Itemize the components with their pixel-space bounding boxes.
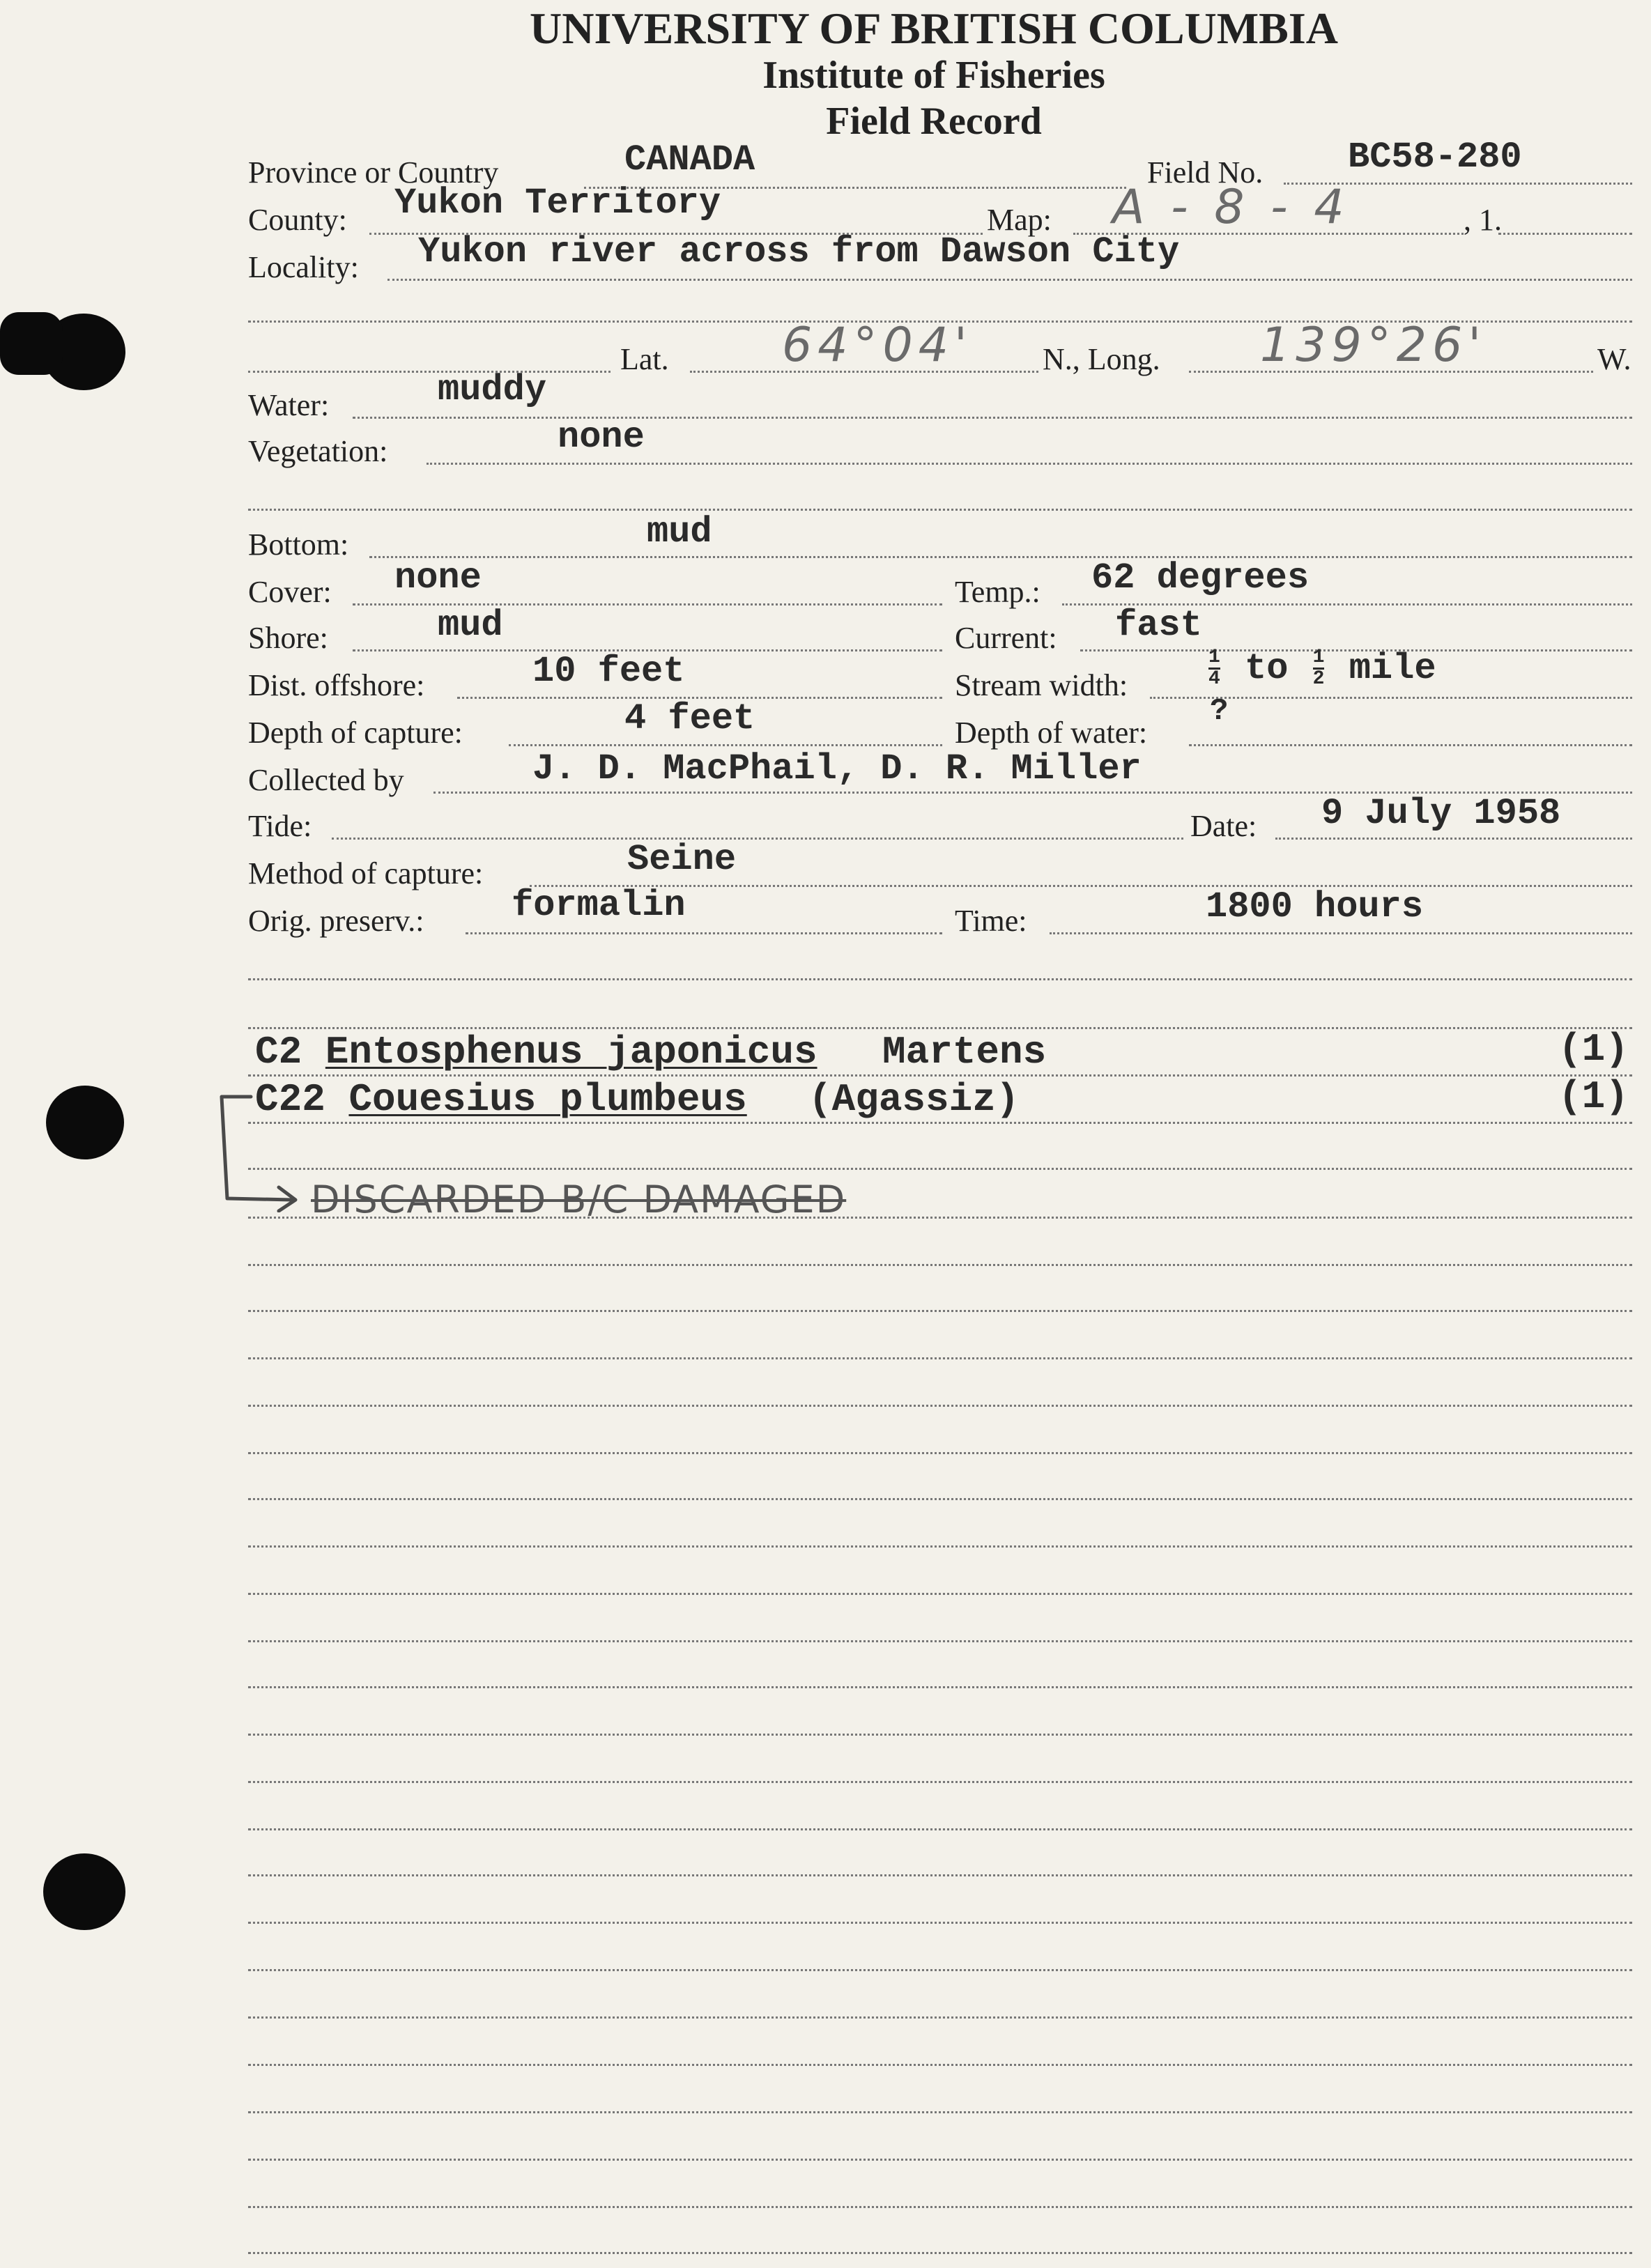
w-label: W. [1597, 342, 1631, 376]
vegetation-label: Vegetation: [248, 434, 388, 468]
ruled-line [248, 1969, 1632, 1971]
time-value: 1800 hours [1206, 886, 1424, 927]
depth-water-line [1189, 744, 1632, 746]
ruled-line [248, 1922, 1632, 1924]
water-line [353, 417, 1632, 419]
species-row-1 [255, 1030, 817, 1074]
dist-offshore-label: Dist. offshore: [248, 668, 425, 702]
province-label: Province or Country [248, 155, 499, 190]
locality-label: Locality: [248, 250, 359, 284]
date-label: Date: [1190, 809, 1257, 843]
depth-water-value: ? [1210, 694, 1229, 729]
long-value: 139°26' [1260, 318, 1487, 373]
binder-hole-bottom [43, 1853, 125, 1930]
blank-line-1 [248, 978, 1632, 980]
species-line-3 [248, 1168, 1632, 1170]
ruled-line [248, 2206, 1632, 2208]
cover-label: Cover: [248, 575, 332, 609]
bottom-line [369, 556, 1632, 558]
cover-value: none [394, 557, 482, 599]
bottom-value: mud [647, 511, 712, 553]
province-value: CANADA [624, 139, 755, 180]
dist-offshore-value: 10 feet [532, 651, 685, 692]
orig-preserv-line [466, 932, 942, 934]
collected-by-value: J. D. MacPhail, D. R. Miller [532, 748, 1142, 789]
ruled-line [248, 1734, 1632, 1736]
ruled-line [248, 1405, 1632, 1407]
vegetation-line [427, 463, 1632, 465]
method-line [530, 885, 1632, 887]
blank-line-2 [248, 1027, 1632, 1029]
record-type-title: Field Record [826, 100, 1042, 143]
ruled-line [248, 1874, 1632, 1876]
orig-preserv-value: formalin [512, 885, 686, 926]
long-label: N., Long. [1043, 342, 1160, 376]
shore-value: mud [438, 605, 503, 646]
locality-value: Yukon river across from Dawson City [418, 231, 1180, 272]
water-value: muddy [438, 369, 547, 410]
collected-by-label: Collected by [248, 763, 404, 797]
ruled-line [248, 1686, 1632, 1688]
tide-label: Tide: [248, 809, 312, 843]
map-suffix: , 1. [1464, 203, 1502, 237]
species-name: Couesius plumbeus [348, 1077, 747, 1122]
institute-title: Institute of Fisheries [762, 54, 1105, 97]
map-label: Map: [987, 203, 1052, 237]
map-value: A - 8 - 4 [1112, 180, 1350, 235]
depth-capture-value: 4 feet [624, 698, 755, 739]
date-value: 9 July 1958 [1321, 793, 1561, 834]
ruled-line [248, 1310, 1632, 1312]
vegetation-value: none [558, 417, 645, 458]
ruled-line [248, 1828, 1632, 1830]
field-no-label: Field No. [1147, 155, 1264, 190]
county-value: Yukon Territory [394, 183, 721, 224]
ruled-line [248, 1452, 1632, 1454]
map-suffix-line [1498, 233, 1632, 235]
ruled-line [248, 1593, 1632, 1595]
ruled-line [248, 1781, 1632, 1783]
depth-capture-label: Depth of capture: [248, 716, 463, 750]
depth-water-label: Depth of water: [955, 716, 1148, 750]
binder-hole-top-tab [0, 312, 63, 375]
ruled-line [248, 2111, 1632, 2113]
county-label: County: [248, 203, 347, 237]
orig-preserv-label: Orig. preserv.: [248, 904, 424, 938]
species-line-2 [248, 1122, 1632, 1124]
species-line-1 [248, 1074, 1632, 1077]
species-line-4 [248, 1217, 1632, 1219]
lat-label: Lat. [620, 342, 669, 376]
stream-width-value: $\frac{1}{4}$ to $\frac{1}{2}$ mile [1208, 647, 1436, 690]
depth-capture-line [509, 744, 942, 746]
species-author-1: Martens [882, 1030, 1047, 1074]
species-count-2: (1) [1558, 1074, 1629, 1119]
ruled-line [248, 2252, 1632, 2254]
bracket-arrow-icon [209, 1087, 307, 1212]
tide-line [332, 838, 1183, 840]
bottom-label: Bottom: [248, 527, 349, 562]
ruled-line [248, 1545, 1632, 1548]
lat-lead-line [248, 371, 611, 373]
species-row-2 [255, 1077, 747, 1122]
stream-width-fraction-2: $\frac{1}{2}$ [1312, 647, 1325, 690]
method-label: Method of capture: [248, 856, 484, 890]
species-code: C2 [255, 1030, 302, 1074]
current-label: Current: [955, 621, 1057, 655]
ruled-line [248, 1640, 1632, 1642]
locality-line [387, 279, 1632, 281]
temp-value: 62 degrees [1091, 557, 1310, 599]
time-label: Time: [955, 904, 1027, 938]
ruled-line [248, 1357, 1632, 1359]
lat-value: 64°04' [782, 318, 973, 373]
ruled-line [248, 1264, 1632, 1266]
ruled-line [248, 2159, 1632, 2161]
university-title: UNIVERSITY OF BRITISH COLUMBIA [530, 3, 1338, 53]
binder-hole-middle [46, 1086, 124, 1159]
date-line [1275, 838, 1632, 840]
ruled-line [248, 1498, 1632, 1500]
stream-width-fraction-1: $\frac{1}{4}$ [1208, 647, 1220, 690]
method-value: Seine [627, 839, 737, 880]
water-label: Water: [248, 388, 330, 422]
species-count-1: (1) [1558, 1027, 1629, 1072]
species-author-2: (Agassiz) [808, 1077, 1020, 1122]
temp-label: Temp.: [955, 575, 1040, 609]
stream-width-label: Stream width: [955, 668, 1128, 702]
discarded-annotation: DISCARDED B/C DAMAGED [311, 1178, 847, 1221]
time-line [1050, 932, 1632, 934]
current-value: fast [1115, 605, 1202, 646]
species-code: C22 [255, 1077, 325, 1122]
ruled-line [248, 2016, 1632, 2019]
ruled-line [248, 2064, 1632, 2066]
species-name: Entosphenus japonicus [325, 1030, 817, 1074]
shore-label: Shore: [248, 621, 328, 655]
field-no-value: BC58-280 [1348, 137, 1522, 178]
vegetation-line-2 [248, 509, 1632, 511]
